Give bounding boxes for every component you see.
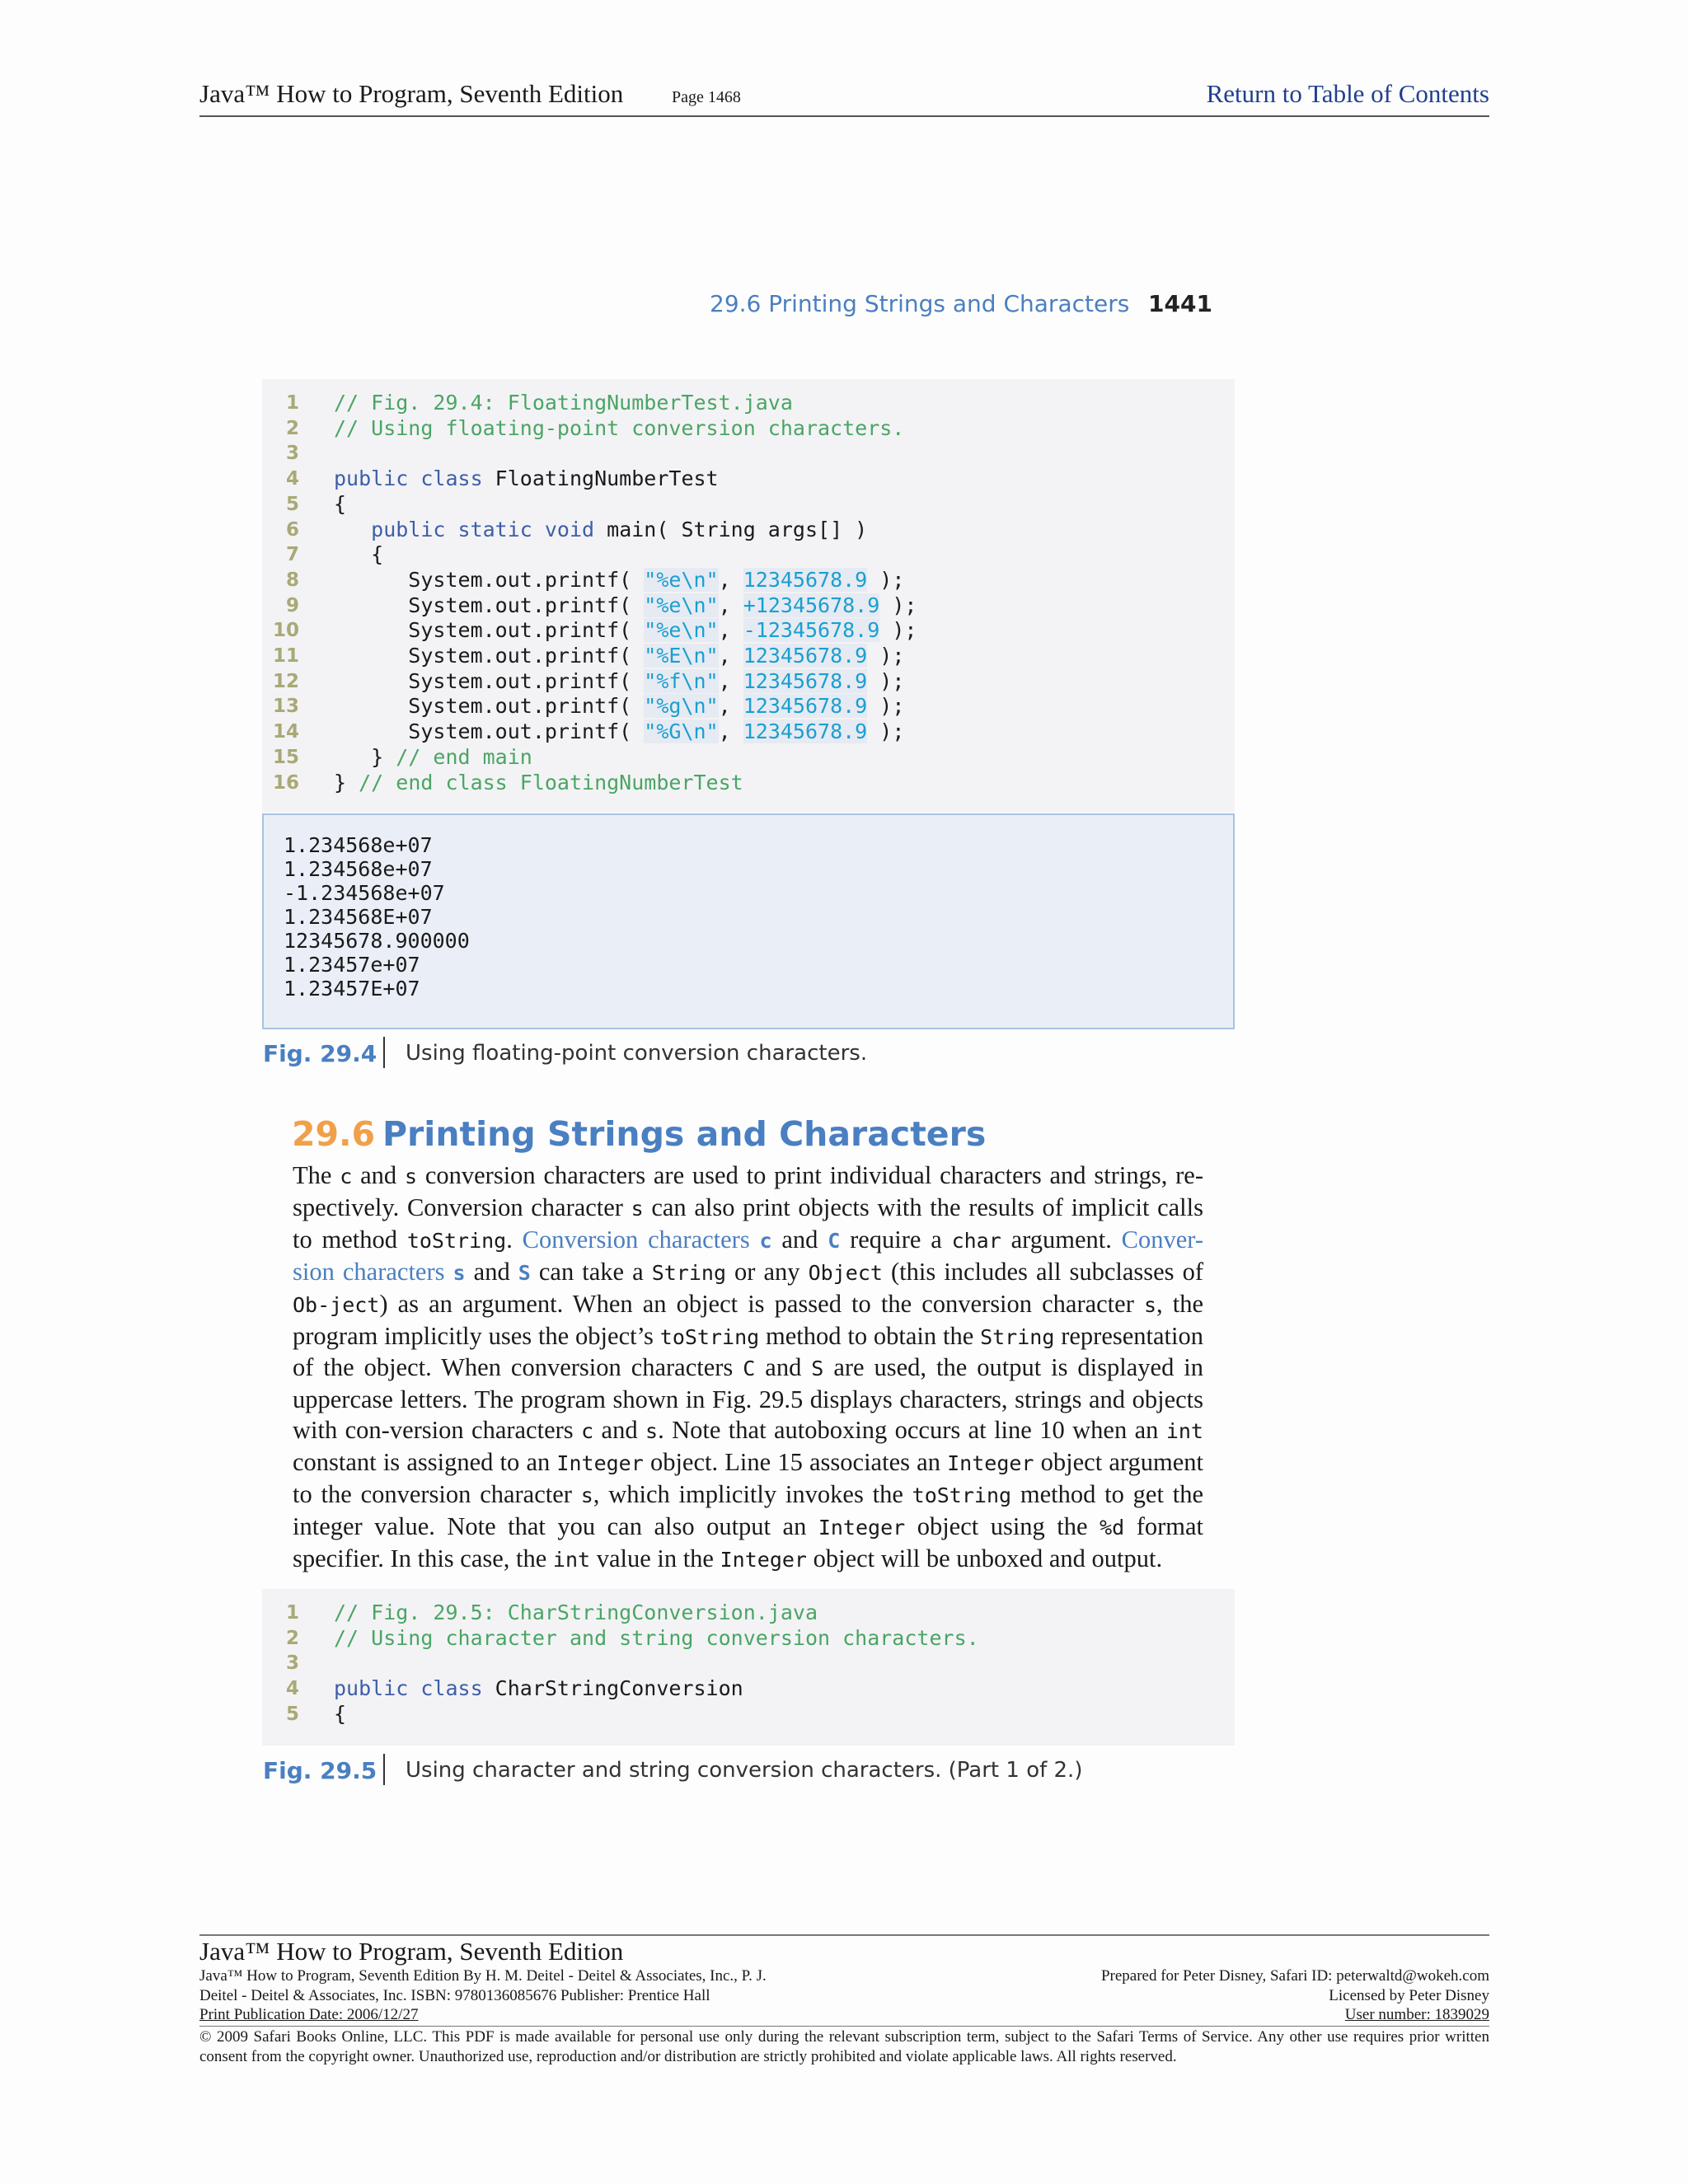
code-token: ); [867,694,905,719]
header-page-label: Page 1468 [672,88,741,106]
code-token: System.out.printf( [334,593,645,617]
inline-code: Object [808,1260,883,1285]
footer-line: User number: 1839029 [1344,2006,1489,2023]
code-literal: 12345678.9 [743,644,868,668]
inline-code: S [811,1357,824,1381]
code-token: { [334,1701,347,1726]
key-term [828,1226,840,1254]
code-text [334,593,917,619]
code-text [334,492,346,518]
code-text [334,694,904,719]
footer-publication-info [199,1966,767,2025]
footer-line: Print Publication Date: 2006/12/27 [199,2006,419,2023]
inline-code: int [1165,1419,1203,1444]
code-token: System.out.printf( [334,618,645,643]
body-text: method to get the integer value. Note that you can also output an [293,1480,1203,1540]
footer-copyright: © 2009 Safari Books Online, LLC. This PDF is made available for personal use only during the relevant subscription term, subject to the Safari Terms of Service. Any other use requires prior written consent from the copyright owner. Unauthorized use, reproduction and/or distribution are strictly prohibited and violate applicable laws. All rights reserved. [199,2028,1489,2065]
section-number: 29.6 [292,1114,376,1154]
code-literal: "%e\n" [644,567,719,592]
code-listing-fig-29-5 [262,1589,1235,1746]
code-literal: "%e\n" [644,618,719,643]
code-token: System.out.printf( [334,668,645,693]
body-text: object argument to the conversion character [293,1448,1203,1509]
footer-line: Prepared for Peter Disney, Safari ID: peterwaltd@wokeh.com [1100,1967,1489,1985]
body-text: and [352,1161,405,1189]
output-line: 1.234568e+07 [284,857,433,881]
body-text: conversion characters are used to print individual characters and strings, re-spectively. Conversion character [293,1161,1203,1221]
code-text [334,771,743,796]
code-comment: // Using character and string conversion characters. [334,1625,979,1650]
code-text [334,644,904,669]
body-text: can also print objects with the results of implicit calls to method [293,1193,1203,1254]
code-literal: 12345678.9 [743,567,868,592]
code-keyword: public static void [371,517,607,541]
line-number: 13 [272,696,299,718]
key-term [453,1258,466,1286]
code-token: ); [879,618,917,643]
code-literal: +12345678.9 [743,593,880,617]
output-line: 1.23457E+07 [284,977,420,1001]
code-literal: 12345678.9 [743,668,868,693]
code-literal: "%f\n" [644,668,719,693]
body-text: object. Line 15 associates an [643,1448,948,1477]
footer-line: Java™ How to Program, Seventh Edition By H. M. Deitel - Deitel & Associates, Inc., P. J. [199,1967,767,1985]
code-literal: 12345678.9 [743,719,868,744]
line-number: 15 [272,746,299,768]
body-text: object using the [905,1511,1100,1540]
inline-code: Integer [556,1451,644,1476]
footer-line: Deitel - Deitel & Associates, Inc. ISBN: 9780136085676 Publisher: Prentice Hall [199,1986,710,2004]
code-text [334,1676,743,1702]
code-token: , [718,719,743,744]
code-text [334,669,904,695]
output-line: 12345678.900000 [284,929,470,953]
code-token: { [334,491,347,516]
line-number: 5 [285,1703,299,1725]
figure-caption: Using character and string conversion characters. (Part 1 of 2.) [406,1758,1083,1783]
inline-code: char [951,1228,1001,1253]
key-term [760,1226,772,1254]
header-book-title: Java™ How to Program, Seventh Edition [199,79,624,108]
code-token [334,518,371,541]
body-text: value in the [590,1544,720,1572]
code-comment: // end main [396,744,532,769]
footer-book-title: Java™ How to Program, Seventh Edition [199,1937,624,1966]
inline-code: Integer [947,1451,1034,1476]
line-number: 16 [272,771,299,794]
code-token: ); [867,719,905,744]
body-text: and [465,1257,518,1286]
body-text: and [755,1353,812,1382]
body-text: constant is assigned to an [293,1448,557,1477]
output-line: 1.23457e+07 [284,953,420,977]
code-comment: // Using floating-point conversion characters. [334,415,905,440]
inline-code: String [651,1260,726,1285]
line-number: 2 [285,1627,299,1649]
code-text [334,568,904,593]
running-head-section: 29.6 Printing Strings and Characters [710,290,1130,317]
inline-code: s [404,1165,418,1188]
body-text: can take a [530,1257,652,1286]
inline-code: C [743,1357,756,1381]
body-text: , which implicitly invokes the [593,1480,912,1509]
inline-code: int [552,1547,591,1572]
code-text [334,1702,346,1727]
code-literal: "%e\n" [644,593,719,617]
line-number: 1 [285,392,299,414]
code-keyword: public class [334,466,495,491]
inline-code: s [1143,1292,1157,1317]
body-text: ) as an argument. When an object is passed to the conversion character [379,1289,1144,1318]
line-number: 2 [285,417,299,439]
line-number: 8 [285,569,299,591]
code-literal: -12345678.9 [743,618,880,643]
section-title: Printing Strings and Characters [382,1114,987,1154]
output-line: -1.234568e+07 [284,881,445,905]
code-token: , [718,668,743,693]
key-term-code: S [518,1260,531,1285]
body-text: method to obtain the [759,1321,981,1350]
body-text: , the program implicitly uses the object’s [293,1289,1203,1350]
code-text [334,466,719,492]
code-text [334,518,867,543]
body-text: are used, the output is displayed in uppercase letters. The program shown in Fig. 29.5 displays characters, strings and objects with con-version characters [293,1353,1203,1445]
program-output-fig-29-4 [262,813,1235,1029]
code-comment: // Fig. 29.4: FloatingNumberTest.java [334,391,793,415]
code-token: ); [867,644,905,668]
inline-code: Integer [720,1547,807,1572]
body-text: and [771,1225,828,1254]
inline-code: %d [1100,1515,1125,1540]
code-literal: "%G\n" [644,719,719,744]
code-token: ); [867,668,905,693]
inline-code: toString [659,1324,760,1349]
page-number: 1441 [1148,290,1212,317]
body-text: format specifier. In this case, the [293,1511,1203,1572]
inline-code: Integer [818,1515,906,1540]
code-text [334,1601,818,1626]
key-term-code: s [452,1260,466,1285]
footer-license-info [1101,1966,1489,2025]
inline-code: toString [406,1228,507,1253]
body-text: . [506,1225,523,1254]
inline-code: c [340,1165,353,1188]
section-body-paragraph [293,1160,1203,1576]
code-listing-fig-29-4 [262,379,1235,813]
line-number: 4 [285,1678,299,1700]
line-number: 14 [272,721,299,743]
body-text: object will be unboxed and output. [806,1544,1163,1572]
code-literal: 12345678.9 [743,694,868,719]
body-text: require a [840,1225,952,1254]
body-text: or any [726,1257,809,1286]
code-token: } [334,770,359,794]
figure-caption: Using floating-point conversion characters. [406,1041,868,1066]
line-number: 7 [285,544,299,566]
inline-code: s [631,1196,644,1221]
code-comment: // end class FloatingNumberTest [359,770,743,794]
body-text: The [293,1161,340,1189]
footer-divider [199,2026,1489,2027]
code-token: System.out.printf( [334,567,645,592]
code-token: , [718,567,743,592]
code-token: , [718,618,743,643]
header-divider [199,115,1489,117]
line-number: 11 [272,645,299,667]
code-text [334,391,793,416]
code-literal: "%E\n" [644,644,719,668]
code-text [334,618,917,644]
line-number: 6 [285,518,299,541]
key-term-code: c [759,1228,772,1253]
code-text [334,1626,979,1652]
code-token: CharStringConversion [495,1676,743,1701]
line-number: 3 [285,443,299,465]
key-term: Conver-sion characters [293,1225,1203,1286]
line-number: 12 [272,670,299,692]
code-token: , [718,593,743,617]
line-number: 10 [272,620,299,642]
caption-divider [383,1754,385,1785]
inline-code: s [645,1419,659,1444]
code-literal: "%g\n" [644,694,719,719]
body-text: . Note that autoboxing occurs at line 10 when an [658,1416,1166,1445]
footer-divider [199,1934,1489,1936]
caption-divider [383,1037,385,1068]
code-text [334,542,383,568]
inline-code: String [980,1324,1055,1349]
line-number: 4 [285,468,299,490]
code-token: { [334,542,384,567]
code-text [334,719,904,745]
output-line: 1.234568E+07 [284,905,433,929]
code-token: , [718,644,743,668]
inline-code: s [580,1483,593,1508]
body-text: and [593,1416,645,1445]
code-token: System.out.printf( [334,644,645,668]
body-text: argument. [1001,1225,1122,1254]
code-token: } [334,744,396,769]
line-number: 3 [285,1652,299,1675]
inline-code: Ob-ject [293,1292,380,1317]
line-number: 9 [285,594,299,616]
code-text [334,416,904,442]
inline-code: toString [912,1483,1012,1508]
code-token: , [718,694,743,719]
code-token: FloatingNumberTest [495,466,719,491]
code-text [334,745,532,771]
body-text: (this includes all subclasses of [882,1257,1203,1286]
code-token: main( String args[] ) [607,517,868,541]
toc-link[interactable]: Return to Table of Contents [1206,79,1489,108]
code-keyword: public class [334,1676,495,1701]
figure-label: Fig. 29.5 [263,1757,377,1784]
code-token: System.out.printf( [334,694,645,719]
code-token: ); [879,593,917,617]
line-number: 1 [285,1602,299,1624]
line-number: 5 [285,493,299,515]
body-text: representation of the object. When conversion characters [293,1321,1203,1382]
footer-line: Licensed by Peter Disney [1329,1986,1489,2004]
code-token: ); [867,567,905,592]
code-comment: // Fig. 29.5: CharStringConversion.java [334,1601,818,1624]
inline-code: c [581,1419,594,1444]
key-term: Conversion characters [522,1225,760,1254]
output-line: 1.234568e+07 [284,833,433,857]
code-token: System.out.printf( [334,719,645,744]
key-term-code: C [828,1228,841,1253]
key-term [518,1258,531,1286]
figure-label: Fig. 29.4 [263,1040,377,1067]
